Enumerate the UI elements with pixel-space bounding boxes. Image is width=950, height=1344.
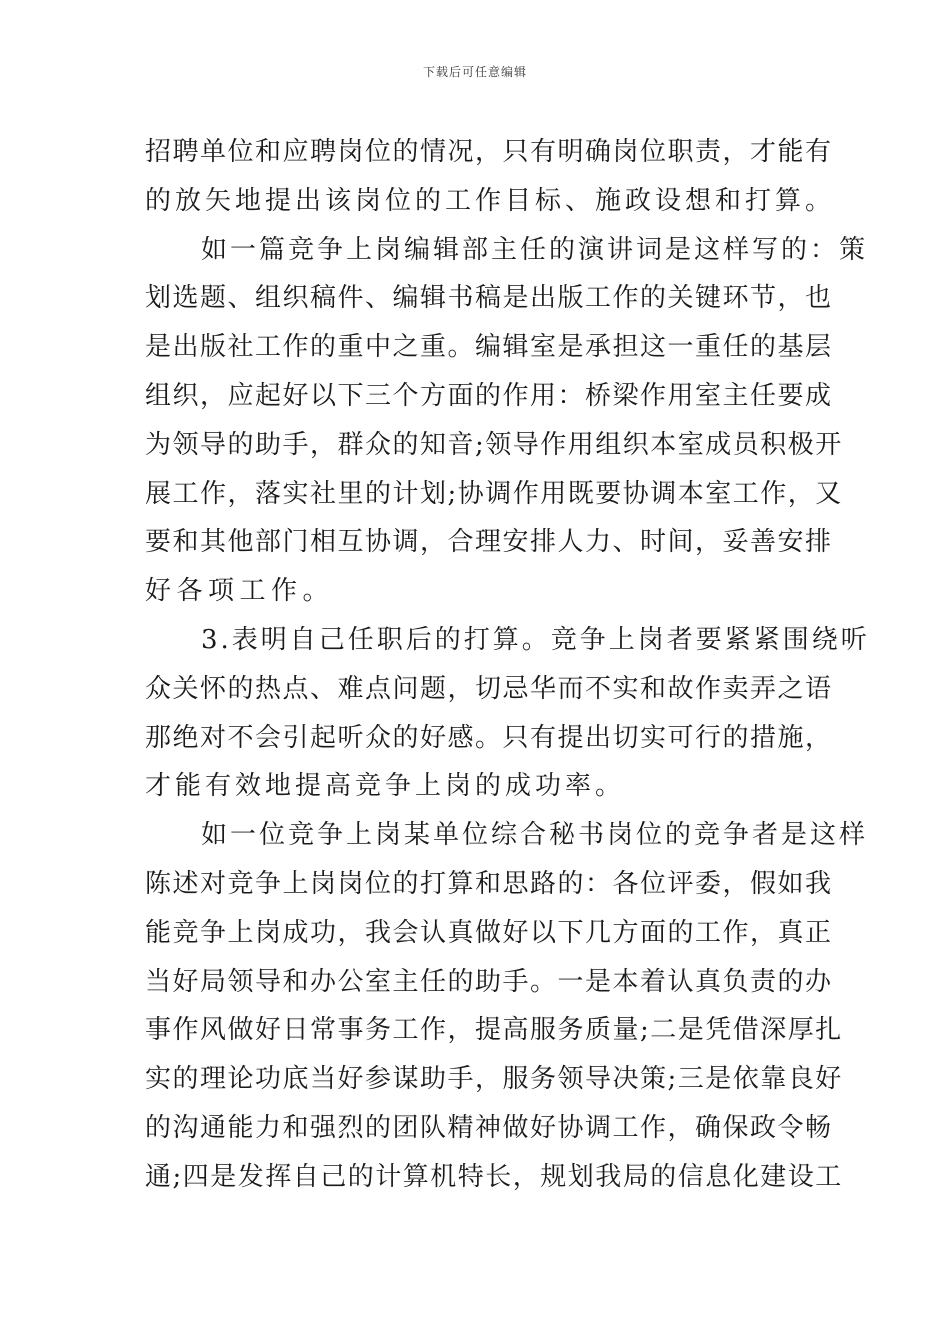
text-line: 那绝对不会引起听众的好感。只有提出切实可行的措施， — [145, 722, 833, 753]
text-line: 好各项工作。 — [145, 576, 335, 607]
text-line: 招聘单位和应聘岗位的情况，只有明确岗位职责，才能有 — [145, 137, 833, 167]
page-header: 下载后可任意编辑 — [422, 65, 527, 79]
text-line: 能竞争上岗成功，我会认真做好以下几方面的工作，真正 — [145, 917, 833, 948]
document-body — [145, 128, 870, 1202]
text-line: 的放矢地提出该岗位的工作目标、施政设想和打算。 — [145, 185, 836, 216]
text-line: 众关怀的热点、难点问题，切忌华而不实和故作卖弄之语 — [145, 673, 833, 704]
text-line: 如一篇竞争上岗编辑部主任的演讲词是这样写的：策 — [201, 234, 869, 265]
text-line: 为领导的助手，群众的知音;领导作用组织本室成员积极开 — [145, 429, 843, 460]
text-line: 才能有效地提高竞争上岗的成功率。 — [145, 771, 626, 802]
text-line: 事作风做好日常事务工作，提高服务质量;二是凭借深厚扎 — [145, 1015, 843, 1046]
text-line: 如一位竞争上岗某单位综合秘书岗位的竞争者是这样 — [201, 820, 869, 851]
text-line: 的沟通能力和强烈的团队精神做好协调工作，确保政令畅 — [145, 1112, 833, 1143]
text-line: 展工作，落实社里的计划;协调作用既要协调本室工作，又 — [145, 478, 843, 509]
text-line: 陈述对竞争上岗岗位的打算和思路的：各位评委，假如我 — [145, 868, 833, 899]
text-line: 当好局领导和办公室主任的助手。一是本着认真负责的办 — [145, 966, 833, 997]
text-line: 实的理论功底当好参谋助手，服务领导决策;三是依靠良好 — [145, 1064, 843, 1095]
text-line: 是出版社工作的重中之重。编辑室是承担这一重任的基层 — [145, 332, 833, 363]
text-line: 组织，应起好以下三个方面的作用：桥梁作用室主任要成 — [145, 380, 833, 411]
text-line: 划选题、组织稿件、编辑书稿是出版工作的关键环节，也 — [145, 283, 833, 314]
text-line: 3.表明自己任职后的打算。竞争上岗者要紧紧围绕听 — [201, 624, 870, 655]
text-line: 通;四是发挥自己的计算机特长，规划我局的信息化建设工 — [145, 1161, 843, 1192]
text-line: 要和其他部门相互协调，合理安排人力、时间，妥善安排 — [145, 527, 833, 558]
